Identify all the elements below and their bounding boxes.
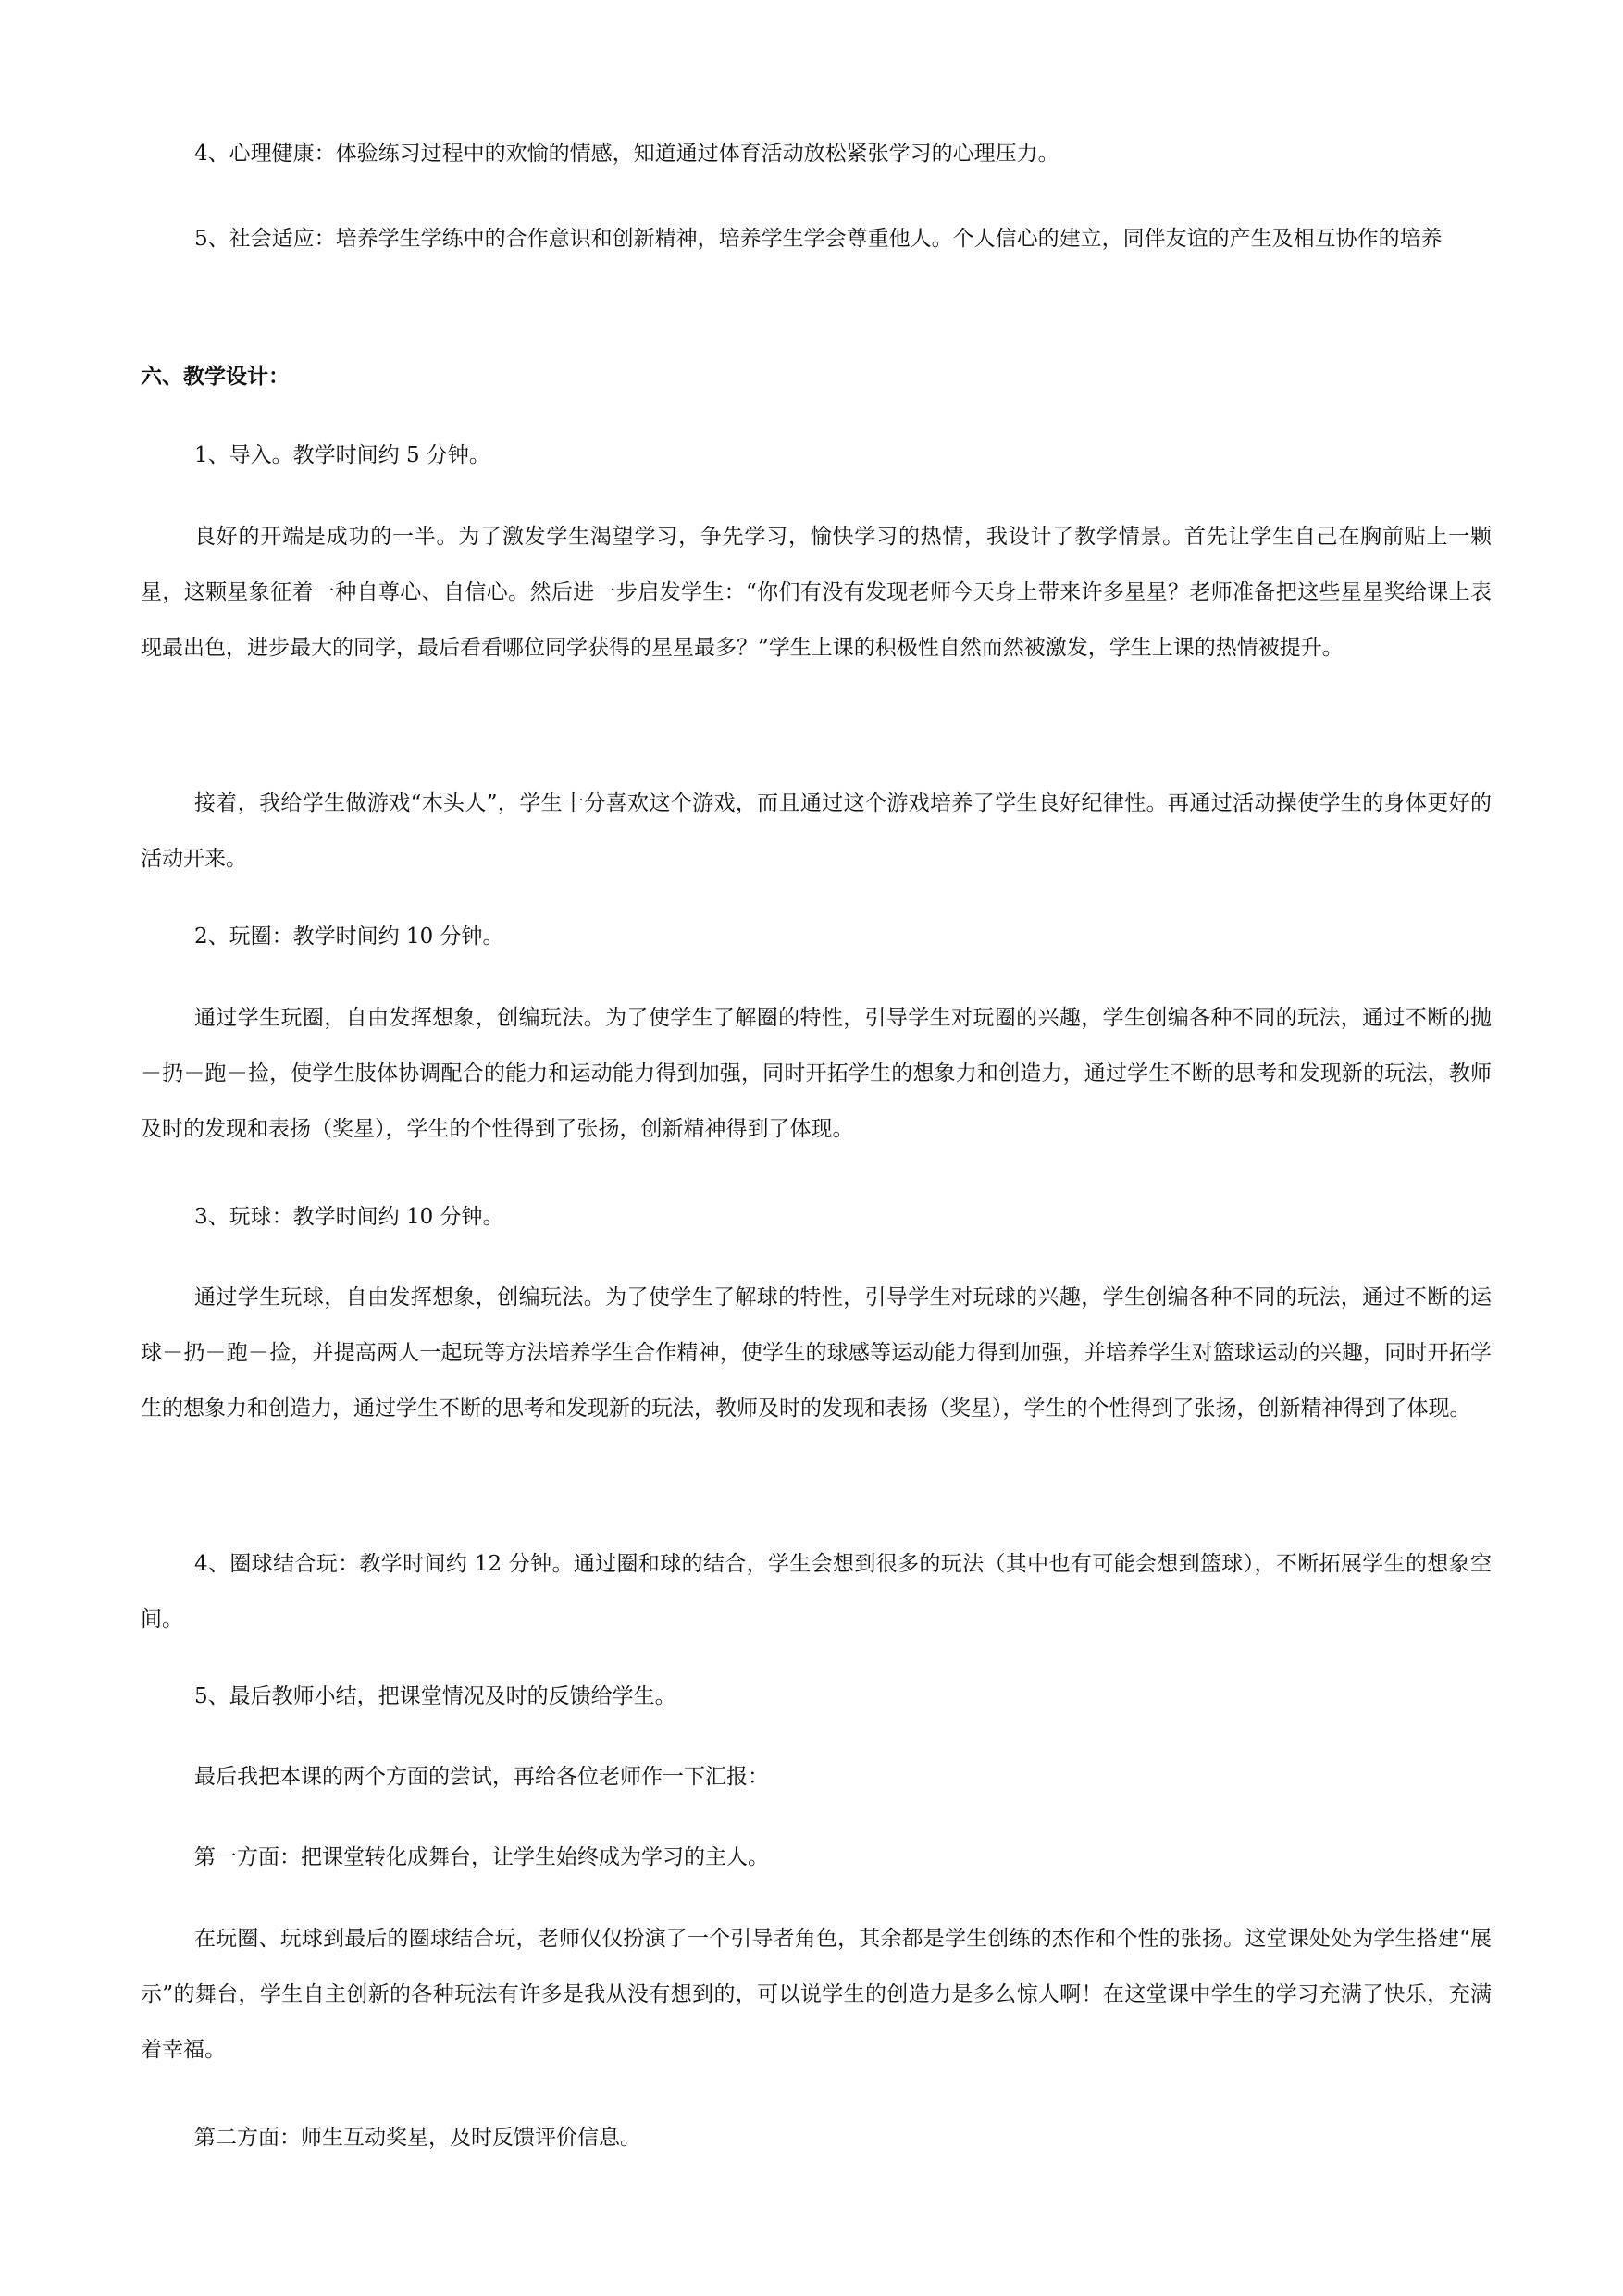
paragraph-hoop-title: 2、玩圈：教学时间约 10 分钟。	[194, 925, 504, 949]
paragraph-intro-body: 良好的开端是成功的一半。为了激发学生渴望学习，争先学习，愉快学习的热情，我设计了教学情景。首先让学生自己在胸前贴上一颗星，这颗星象征着一种自尊心、自信心。然后进一步启发学生：“你们有没有发现老师今天身上带来许多星星？老师准备把这些星星奖给课上表现最出色，进步最大的同学，最后看看哪位同学获得的星星最多？”学生上课的积极性自然而然被激发，学生上课的热情被提升。	[141, 525, 1492, 660]
paragraph-ball-body: 通过学生玩球，自由发挥想象，创编玩法。为了使学生了解球的特性，引导学生对玩球的兴趣，学生创编各种不同的玩法，通过不断的运球－扔－跑－捡，并提高两人一起玩等方法培养学生合作精神，使学生的球感等运动能力得到加强，并培养学生对篮球运动的兴趣，同时开拓学生的想象力和创造力，通过学生不断的思考和发现新的玩法，教师及时的发现和表扬（奖星），学生的个性得到了张扬，创新精神得到了体现。	[141, 1285, 1492, 1421]
paragraph-game: 接着，我给学生做游戏“木头人”，学生十分喜欢这个游戏，而且通过这个游戏培养了学生良好纪律性。再通过活动操使学生的身体更好的活动开来。	[141, 791, 1492, 871]
paragraph-social-adaptation: 5、社会适应：培养学生学练中的合作意识和创新精神，培养学生学会尊重他人。个人信心的建立，同伴友谊的产生及相互协作的培养	[194, 227, 1443, 251]
paragraph-aspect-two-title: 第二方面：师生互动奖星，及时反馈评价信息。	[194, 2126, 641, 2150]
paragraph-report-intro: 最后我把本课的两个方面的尝试，再给各位老师作一下汇报：	[194, 1765, 769, 1789]
paragraph-summary: 5、最后教师小结，把课堂情况及时的反馈给学生。	[194, 1684, 676, 1708]
paragraph-intro-title: 1、导入。教学时间约 5 分钟。	[194, 443, 490, 467]
section-heading-teaching-design: 六、教学设计：	[141, 364, 290, 389]
paragraph-aspect-one-body: 在玩圈、玩球到最后的圈球结合玩，老师仅仅扮演了一个引导者角色，其余都是学生创练的杰作和个性的张扬。这堂课处处为学生搭建“展示”的舞台，学生自主创新的各种玩法有许多是我从没有想到的，可以说学生的创造力是多么惊人啊！在这堂课中学生的学习充满了快乐，充满着幸福。	[141, 1927, 1492, 2062]
paragraph-aspect-one-title: 第一方面：把课堂转化成舞台，让学生始终成为学习的主人。	[194, 1845, 769, 1869]
paragraph-hoop-body: 通过学生玩圈，自由发挥想象，创编玩法。为了使学生了解圈的特性，引导学生对玩圈的兴趣，学生创编各种不同的玩法，通过不断的抛－扔－跑－捡，使学生肢体协调配合的能力和运动能力得到加强，同时开拓学生的想象力和创造力，通过学生不断的思考和发现新的玩法，教师及时的发现和表扬（奖星），学生的个性得到了张扬，创新精神得到了体现。	[141, 1006, 1492, 1141]
paragraph-ball-title: 3、玩球：教学时间约 10 分钟。	[194, 1205, 504, 1229]
paragraph-combined-play: 4、圈球结合玩：教学时间约 12 分钟。通过圈和球的结合，学生会想到很多的玩法（其中也有可能会想到篮球），不断拓展学生的想象空间。	[141, 1552, 1492, 1632]
paragraph-mental-health: 4、心理健康：体验练习过程中的欢愉的情感，知道通过体育活动放松紧张学习的心理压力。	[194, 142, 1059, 166]
